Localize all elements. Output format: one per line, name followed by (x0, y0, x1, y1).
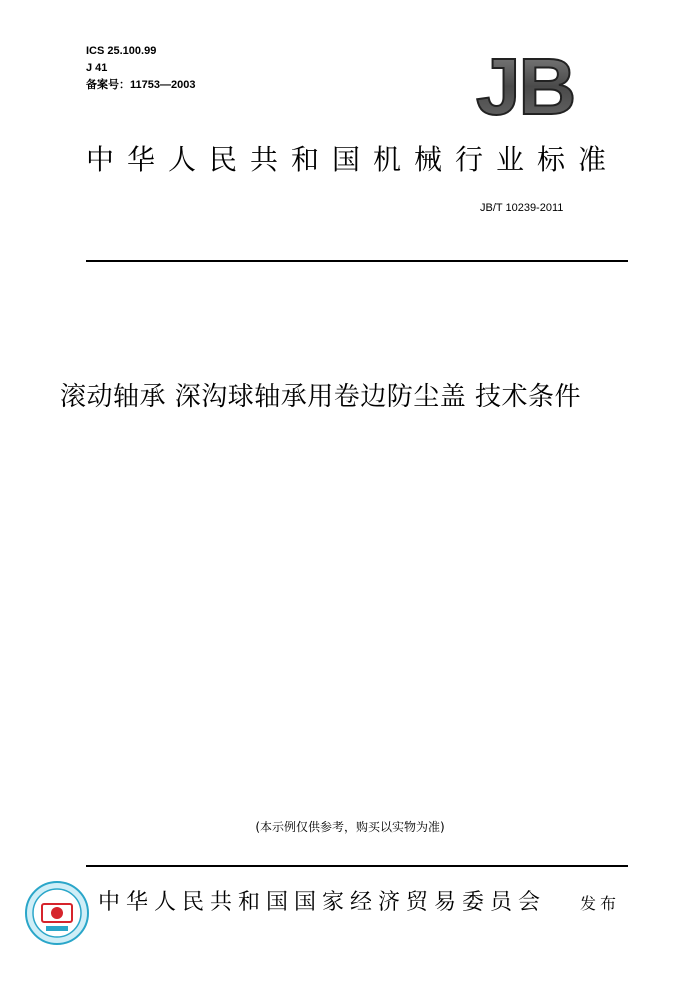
filing-number: 备案号：11753—2003 (86, 79, 196, 91)
standard-category-title: 中华人民共和国机械行业标准 (86, 143, 620, 176)
publish-label: 发布 (580, 894, 621, 913)
ics-code: ICS 25.100.99 (86, 45, 157, 57)
classification-code: J 41 (86, 62, 108, 74)
jb-logo (472, 50, 600, 126)
document-title: 滚动轴承 深沟球轴承用卷边防尘盖 技术条件 (60, 382, 582, 412)
standard-number: JB/T 10239-2011 (480, 202, 564, 214)
standard-metadata (86, 43, 195, 94)
certification-seal-icon (24, 880, 90, 950)
top-divider (86, 260, 628, 262)
jb-logo-text: JB (476, 50, 575, 122)
sample-note: (本示例仅供参考，购买以实物为准) (255, 820, 445, 834)
publisher-name: 中华人民共和国国家经济贸易委员会 (98, 890, 547, 915)
bottom-divider (86, 865, 628, 867)
